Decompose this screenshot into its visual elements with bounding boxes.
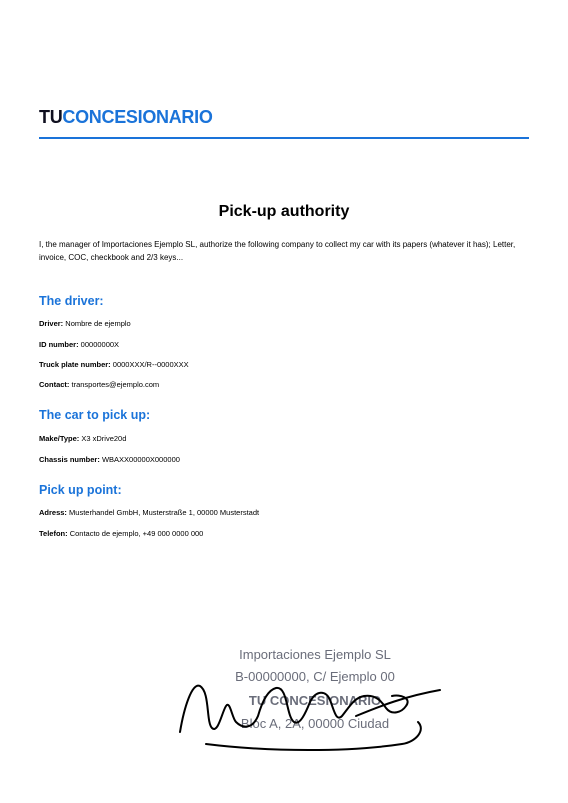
stamp-tax-address: B-00000000, C/ Ejemplo 00 bbox=[235, 669, 395, 684]
field-value: Nombre de ejemplo bbox=[63, 319, 131, 328]
field-label: Adress: bbox=[39, 508, 67, 517]
field-value: 0000XXX/R--0000XXX bbox=[110, 360, 189, 369]
field-value: Musterhandel GmbH, Musterstraße 1, 00000 Musterstadt bbox=[66, 508, 260, 517]
field-value: X3 xDrive20d bbox=[79, 434, 127, 443]
signature-scribble bbox=[170, 672, 460, 760]
field-label: Chassis number: bbox=[39, 455, 100, 464]
field-label: Driver: bbox=[39, 319, 64, 328]
logo-text-blue: CONCESIONARIO bbox=[62, 107, 213, 127]
make-type-field bbox=[39, 434, 126, 443]
field-value: Contacto de ejemplo, +49 000 0000 000 bbox=[67, 529, 204, 538]
pickup-heading: Pick up point: bbox=[39, 483, 122, 497]
stamp-company-name: Importaciones Ejemplo SL bbox=[239, 647, 391, 662]
field-label: Truck plate number: bbox=[39, 360, 111, 369]
company-logo bbox=[39, 107, 213, 128]
logo-text-dark: TU bbox=[39, 107, 63, 127]
driver-heading: The driver: bbox=[39, 294, 104, 308]
field-value: WBAXX00000X000000 bbox=[99, 455, 180, 464]
field-value: transportes@ejemplo.com bbox=[69, 380, 160, 389]
car-heading: The car to pick up: bbox=[39, 408, 151, 422]
stamp-address: Bloc A, 2A, 00000 Ciudad bbox=[240, 716, 390, 731]
header-divider bbox=[39, 137, 529, 139]
field-value: 00000000X bbox=[78, 340, 120, 349]
intro-paragraph: I, the manager of Importaciones Ejemplo SL, authorize the following company to collect my car with its papers (whatever it has); Letter, invoice, COC, checkbook and 2/3 keys... bbox=[39, 240, 516, 262]
chassis-number-field bbox=[39, 455, 180, 464]
field-label: Make/Type: bbox=[39, 434, 80, 443]
field-label: Contact: bbox=[39, 380, 70, 389]
field-label: Telefon: bbox=[39, 529, 68, 538]
id-number-field bbox=[39, 340, 119, 349]
field-label: ID number: bbox=[39, 340, 79, 349]
document-title: Pick-up authority bbox=[218, 203, 350, 220]
stamp-logo-text: TU CONCESIONARIO bbox=[248, 693, 382, 708]
contact-field bbox=[39, 380, 159, 389]
driver-field bbox=[39, 319, 131, 328]
address-field bbox=[39, 508, 259, 517]
truck-plate-field bbox=[39, 360, 189, 369]
phone-field bbox=[39, 529, 203, 538]
